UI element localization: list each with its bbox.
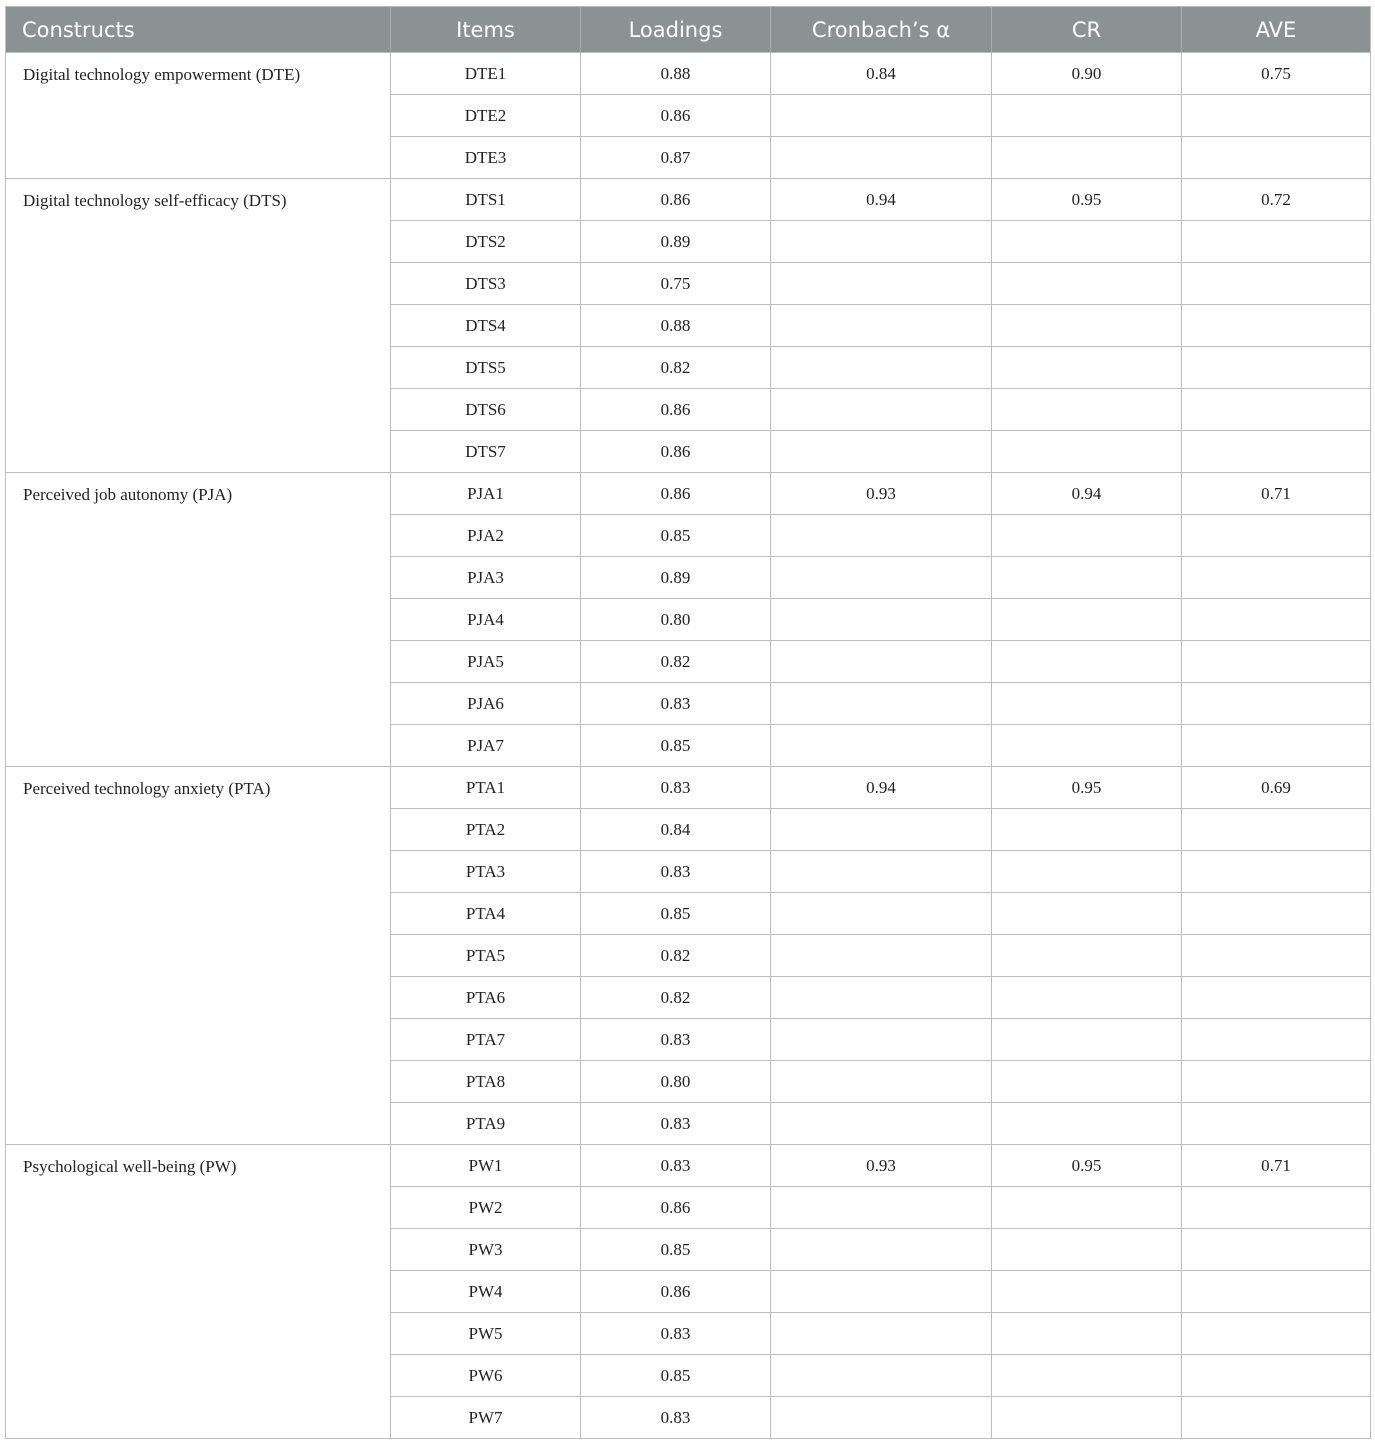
header-loadings: Loadings: [581, 7, 771, 53]
empty-cell: [992, 641, 1182, 683]
loading-value: 0.86: [581, 1187, 771, 1229]
ave-value: 0.69: [1182, 767, 1371, 809]
item-code: PTA6: [391, 977, 581, 1019]
empty-cell: [771, 893, 992, 935]
item-code: DTS2: [391, 221, 581, 263]
loading-value: 0.85: [581, 1355, 771, 1397]
cronbach-alpha-value: 0.94: [771, 179, 992, 221]
empty-cell: [771, 599, 992, 641]
empty-cell: [1182, 977, 1371, 1019]
header-items: Items: [391, 7, 581, 53]
item-code: PW3: [391, 1229, 581, 1271]
table-row: [6, 473, 1371, 515]
empty-cell: [1182, 641, 1371, 683]
header-cronbach-alpha: Cronbach’s α: [771, 7, 992, 53]
empty-cell: [1182, 851, 1371, 893]
empty-cell: [1182, 1103, 1371, 1145]
empty-cell: [992, 1061, 1182, 1103]
item-code: PW6: [391, 1355, 581, 1397]
loading-value: 0.83: [581, 1019, 771, 1061]
table-row: [6, 179, 1371, 221]
item-code: PJA5: [391, 641, 581, 683]
empty-cell: [992, 935, 1182, 977]
empty-cell: [771, 1019, 992, 1061]
item-code: DTS5: [391, 347, 581, 389]
empty-cell: [771, 95, 992, 137]
item-code: DTE1: [391, 53, 581, 95]
empty-cell: [992, 305, 1182, 347]
empty-cell: [1182, 1271, 1371, 1313]
cronbach-alpha-value: 0.93: [771, 1145, 992, 1187]
item-code: PTA2: [391, 809, 581, 851]
empty-cell: [771, 935, 992, 977]
loading-value: 0.83: [581, 1145, 771, 1187]
loading-value: 0.83: [581, 1103, 771, 1145]
empty-cell: [771, 1229, 992, 1271]
empty-cell: [992, 1313, 1182, 1355]
header-cr: CR: [992, 7, 1182, 53]
loading-value: 0.85: [581, 893, 771, 935]
item-code: PTA4: [391, 893, 581, 935]
cr-value: 0.94: [992, 473, 1182, 515]
empty-cell: [992, 1271, 1182, 1313]
empty-cell: [992, 1187, 1182, 1229]
item-code: PTA5: [391, 935, 581, 977]
item-code: PTA1: [391, 767, 581, 809]
empty-cell: [1182, 1313, 1371, 1355]
empty-cell: [992, 431, 1182, 473]
header-row: [6, 7, 1371, 53]
item-code: PW2: [391, 1187, 581, 1229]
empty-cell: [1182, 137, 1371, 179]
empty-cell: [992, 851, 1182, 893]
construct-name: Psychological well-being (PW): [6, 1145, 391, 1439]
empty-cell: [1182, 683, 1371, 725]
empty-cell: [1182, 893, 1371, 935]
loading-value: 0.85: [581, 515, 771, 557]
empty-cell: [1182, 725, 1371, 767]
empty-cell: [992, 515, 1182, 557]
empty-cell: [992, 1019, 1182, 1061]
cronbach-alpha-value: 0.93: [771, 473, 992, 515]
ave-value: 0.71: [1182, 473, 1371, 515]
empty-cell: [992, 1355, 1182, 1397]
empty-cell: [992, 725, 1182, 767]
empty-cell: [771, 389, 992, 431]
empty-cell: [992, 599, 1182, 641]
empty-cell: [771, 221, 992, 263]
empty-cell: [1182, 431, 1371, 473]
cr-value: 0.95: [992, 179, 1182, 221]
loading-value: 0.83: [581, 767, 771, 809]
empty-cell: [1182, 1019, 1371, 1061]
item-code: PJA4: [391, 599, 581, 641]
item-code: PJA1: [391, 473, 581, 515]
header-constructs: Constructs: [6, 7, 391, 53]
empty-cell: [992, 1229, 1182, 1271]
empty-cell: [1182, 1061, 1371, 1103]
loading-value: 0.87: [581, 137, 771, 179]
table-row: [6, 1145, 1371, 1187]
table-row: [6, 767, 1371, 809]
empty-cell: [1182, 599, 1371, 641]
cr-value: 0.90: [992, 53, 1182, 95]
item-code: DTS7: [391, 431, 581, 473]
construct-name: Digital technology empowerment (DTE): [6, 53, 391, 179]
empty-cell: [771, 431, 992, 473]
loading-value: 0.86: [581, 95, 771, 137]
empty-cell: [771, 1355, 992, 1397]
item-code: PW1: [391, 1145, 581, 1187]
item-code: PW4: [391, 1271, 581, 1313]
empty-cell: [1182, 221, 1371, 263]
empty-cell: [992, 809, 1182, 851]
empty-cell: [1182, 809, 1371, 851]
reliability-table: [5, 6, 1371, 1439]
item-code: DTS4: [391, 305, 581, 347]
empty-cell: [771, 977, 992, 1019]
empty-cell: [992, 389, 1182, 431]
loading-value: 0.80: [581, 599, 771, 641]
construct-name: Digital technology self-efficacy (DTS): [6, 179, 391, 473]
empty-cell: [1182, 1229, 1371, 1271]
loading-value: 0.83: [581, 1397, 771, 1439]
loading-value: 0.86: [581, 431, 771, 473]
cronbach-alpha-value: 0.94: [771, 767, 992, 809]
header-ave: AVE: [1182, 7, 1371, 53]
loading-value: 0.89: [581, 221, 771, 263]
empty-cell: [1182, 1187, 1371, 1229]
item-code: PTA9: [391, 1103, 581, 1145]
empty-cell: [992, 263, 1182, 305]
empty-cell: [771, 1061, 992, 1103]
loading-value: 0.86: [581, 473, 771, 515]
empty-cell: [1182, 515, 1371, 557]
item-code: DTS1: [391, 179, 581, 221]
empty-cell: [992, 137, 1182, 179]
item-code: PJA3: [391, 557, 581, 599]
empty-cell: [771, 725, 992, 767]
loading-value: 0.86: [581, 179, 771, 221]
item-code: PW7: [391, 1397, 581, 1439]
empty-cell: [1182, 95, 1371, 137]
empty-cell: [771, 1397, 992, 1439]
empty-cell: [1182, 557, 1371, 599]
empty-cell: [771, 305, 992, 347]
loading-value: 0.85: [581, 1229, 771, 1271]
empty-cell: [771, 641, 992, 683]
cr-value: 0.95: [992, 767, 1182, 809]
empty-cell: [771, 851, 992, 893]
item-code: PJA2: [391, 515, 581, 557]
loading-value: 0.82: [581, 935, 771, 977]
empty-cell: [771, 809, 992, 851]
empty-cell: [1182, 1397, 1371, 1439]
construct-name: Perceived technology anxiety (PTA): [6, 767, 391, 1145]
empty-cell: [771, 1313, 992, 1355]
item-code: PTA7: [391, 1019, 581, 1061]
empty-cell: [771, 557, 992, 599]
empty-cell: [1182, 305, 1371, 347]
empty-cell: [771, 347, 992, 389]
empty-cell: [992, 557, 1182, 599]
loading-value: 0.80: [581, 1061, 771, 1103]
item-code: DTE3: [391, 137, 581, 179]
loading-value: 0.83: [581, 851, 771, 893]
empty-cell: [1182, 263, 1371, 305]
empty-cell: [771, 263, 992, 305]
loading-value: 0.82: [581, 977, 771, 1019]
empty-cell: [771, 1271, 992, 1313]
item-code: PJA7: [391, 725, 581, 767]
empty-cell: [771, 515, 992, 557]
item-code: PW5: [391, 1313, 581, 1355]
item-code: DTS6: [391, 389, 581, 431]
item-code: DTS3: [391, 263, 581, 305]
loading-value: 0.83: [581, 683, 771, 725]
cr-value: 0.95: [992, 1145, 1182, 1187]
empty-cell: [992, 95, 1182, 137]
empty-cell: [1182, 347, 1371, 389]
loading-value: 0.82: [581, 641, 771, 683]
ave-value: 0.71: [1182, 1145, 1371, 1187]
empty-cell: [771, 683, 992, 725]
loading-value: 0.75: [581, 263, 771, 305]
empty-cell: [992, 977, 1182, 1019]
empty-cell: [992, 1103, 1182, 1145]
empty-cell: [992, 1397, 1182, 1439]
loading-value: 0.86: [581, 1271, 771, 1313]
item-code: DTE2: [391, 95, 581, 137]
empty-cell: [1182, 1355, 1371, 1397]
loading-value: 0.88: [581, 53, 771, 95]
ave-value: 0.75: [1182, 53, 1371, 95]
table-body: [6, 53, 1371, 1439]
item-code: PTA3: [391, 851, 581, 893]
empty-cell: [771, 1103, 992, 1145]
construct-name: Perceived job autonomy (PJA): [6, 473, 391, 767]
item-code: PJA6: [391, 683, 581, 725]
empty-cell: [992, 683, 1182, 725]
loading-value: 0.86: [581, 389, 771, 431]
empty-cell: [771, 137, 992, 179]
empty-cell: [1182, 935, 1371, 977]
ave-value: 0.72: [1182, 179, 1371, 221]
item-code: PTA8: [391, 1061, 581, 1103]
loading-value: 0.85: [581, 725, 771, 767]
empty-cell: [992, 347, 1182, 389]
loading-value: 0.82: [581, 347, 771, 389]
table-row: [6, 53, 1371, 95]
empty-cell: [1182, 389, 1371, 431]
empty-cell: [992, 893, 1182, 935]
loading-value: 0.83: [581, 1313, 771, 1355]
loading-value: 0.89: [581, 557, 771, 599]
loading-value: 0.88: [581, 305, 771, 347]
empty-cell: [771, 1187, 992, 1229]
cronbach-alpha-value: 0.84: [771, 53, 992, 95]
loading-value: 0.84: [581, 809, 771, 851]
empty-cell: [992, 221, 1182, 263]
